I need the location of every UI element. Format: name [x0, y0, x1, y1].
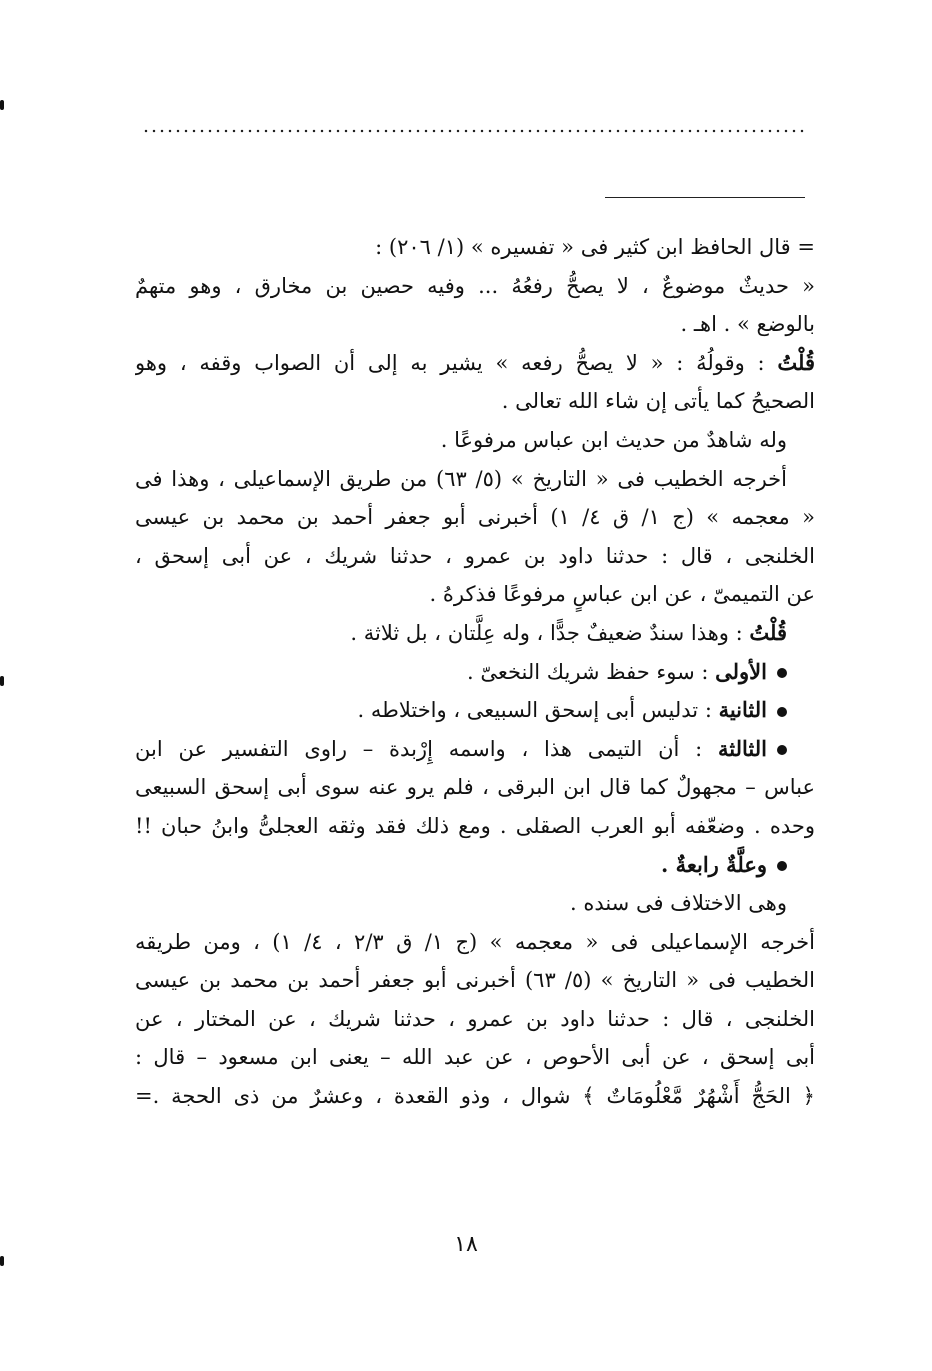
bullet-icon [777, 707, 787, 717]
qult-label: قُلْتُ [749, 619, 787, 645]
text-line: أخرجه الإسماعيلى فى « معجمه » (ج ١/ ق ٢/٣ ، ٤/ ١) ، ومن طريقه [135, 929, 815, 954]
text-line: الخطيب فى « التاريخ » (٥/ ٦٣) أخبرنى أبو جعفر أحمد بن محمد بن عيسى [135, 968, 815, 993]
text-line: وهى الاختلاف فى سنده . [569, 891, 787, 916]
bullet-icon [777, 861, 787, 871]
text-line: وحده . وضعّفه أبو العرب الصقلى . ومع ذلك فقد وثقه العجلىُّ وابنُ حبان !! [135, 813, 815, 838]
text-line: الخلنجى ، قال : حدثنا داود بن عمرو ، حدثنا شريك ، عن أبى إسحق ، [135, 543, 815, 568]
scan-mark [0, 100, 4, 110]
text-line: ﴿ الحَجُّ أَشْهُرٌ مَّعْلُومَاتٌ ﴾ شوال ، وذو القعدة ، وعشرٌ من ذى الحجة .= [135, 1084, 815, 1109]
bullet-icon [777, 745, 787, 755]
bullet-item: الأولى : سوء حفظ شريك النخعىّ . [135, 653, 815, 692]
text-line: قُلْتُ : وقولُهُ : « لا يصحُّ رفعه » يشير به إلى أن الصواب وقفه ، وهو [135, 349, 815, 375]
bullet-item: الثانية : تدليس أبى إسحق السبيعى ، واختلاطه . [135, 691, 815, 730]
text-line: بالوضع » . اهـ . [680, 312, 815, 337]
bullet-item: الثالثة : أن التيمى هذا ، واسمه إِرْبدة – راوى التفسير عن ابن [135, 730, 815, 769]
page-number: ١٨ [454, 1232, 478, 1257]
text-line: « معجمه » (ج ١/ ق ٤/ ١) أخبرنى أبو جعفر أحمد بن محمد بن عيسى [135, 505, 815, 530]
text-line: أبى إسحق ، عن أبى الأحوص ، عن عبد الله – يعنى ابن مسعود – قال : [135, 1045, 815, 1070]
qult-label: قُلْتُ [777, 349, 815, 375]
dotted-separator [142, 128, 807, 134]
text-line: عباس – مجهولٌ كما قال ابن البرقى ، فلم يرو عنه سوى أبى إسحق السبيعى [135, 775, 815, 800]
bullet-icon [777, 668, 787, 678]
bullet-item: وعلَّةٌ رابعةٌ . [135, 846, 815, 885]
text-line: قُلْتُ : وهذا سندٌ ضعيفٌ جدًّا ، وله عِلَّتان ، بل ثلاثة . [350, 619, 787, 645]
text-line: الصحيحُ كما يأتى إن شاء الله تعالى . [501, 389, 815, 414]
text-line: عن التميمىّ ، عن ابن عباسٍ مرفوعًا فذكرهُ . [429, 582, 815, 607]
text-line: أخرجه الخطيب فى « التاريخ » (٥/ ٦٣) من طريق الإسماعيلى ، وهذا فى [135, 466, 787, 491]
scan-mark [0, 676, 4, 686]
scan-mark [0, 1256, 4, 1266]
text-line: الخلنجى ، قال : حدثنا داود بن عمرو ، حدثنا شريك ، عن المختار ، عن [135, 1006, 815, 1031]
text-line: وله شاهدٌ من حديث ابن عباس مرفوعًا . [440, 427, 787, 452]
bullet-label: الثانية [718, 697, 767, 723]
text-line: = قال الحافظ ابن كثير فى « تفسيره » (١/ ٢٠٦) : [375, 235, 815, 259]
body-text [135, 228, 815, 1116]
text-line: « حديثٌ موضوعٌ ، لا يصحُّ رفعُهُ ... وفيه حصين بن مخارق ، وهو متهمٌ [135, 273, 815, 298]
bullet-label: الأولى [715, 658, 767, 684]
bullet-label: الثالثة [718, 735, 767, 761]
footnote-rule [605, 197, 805, 198]
